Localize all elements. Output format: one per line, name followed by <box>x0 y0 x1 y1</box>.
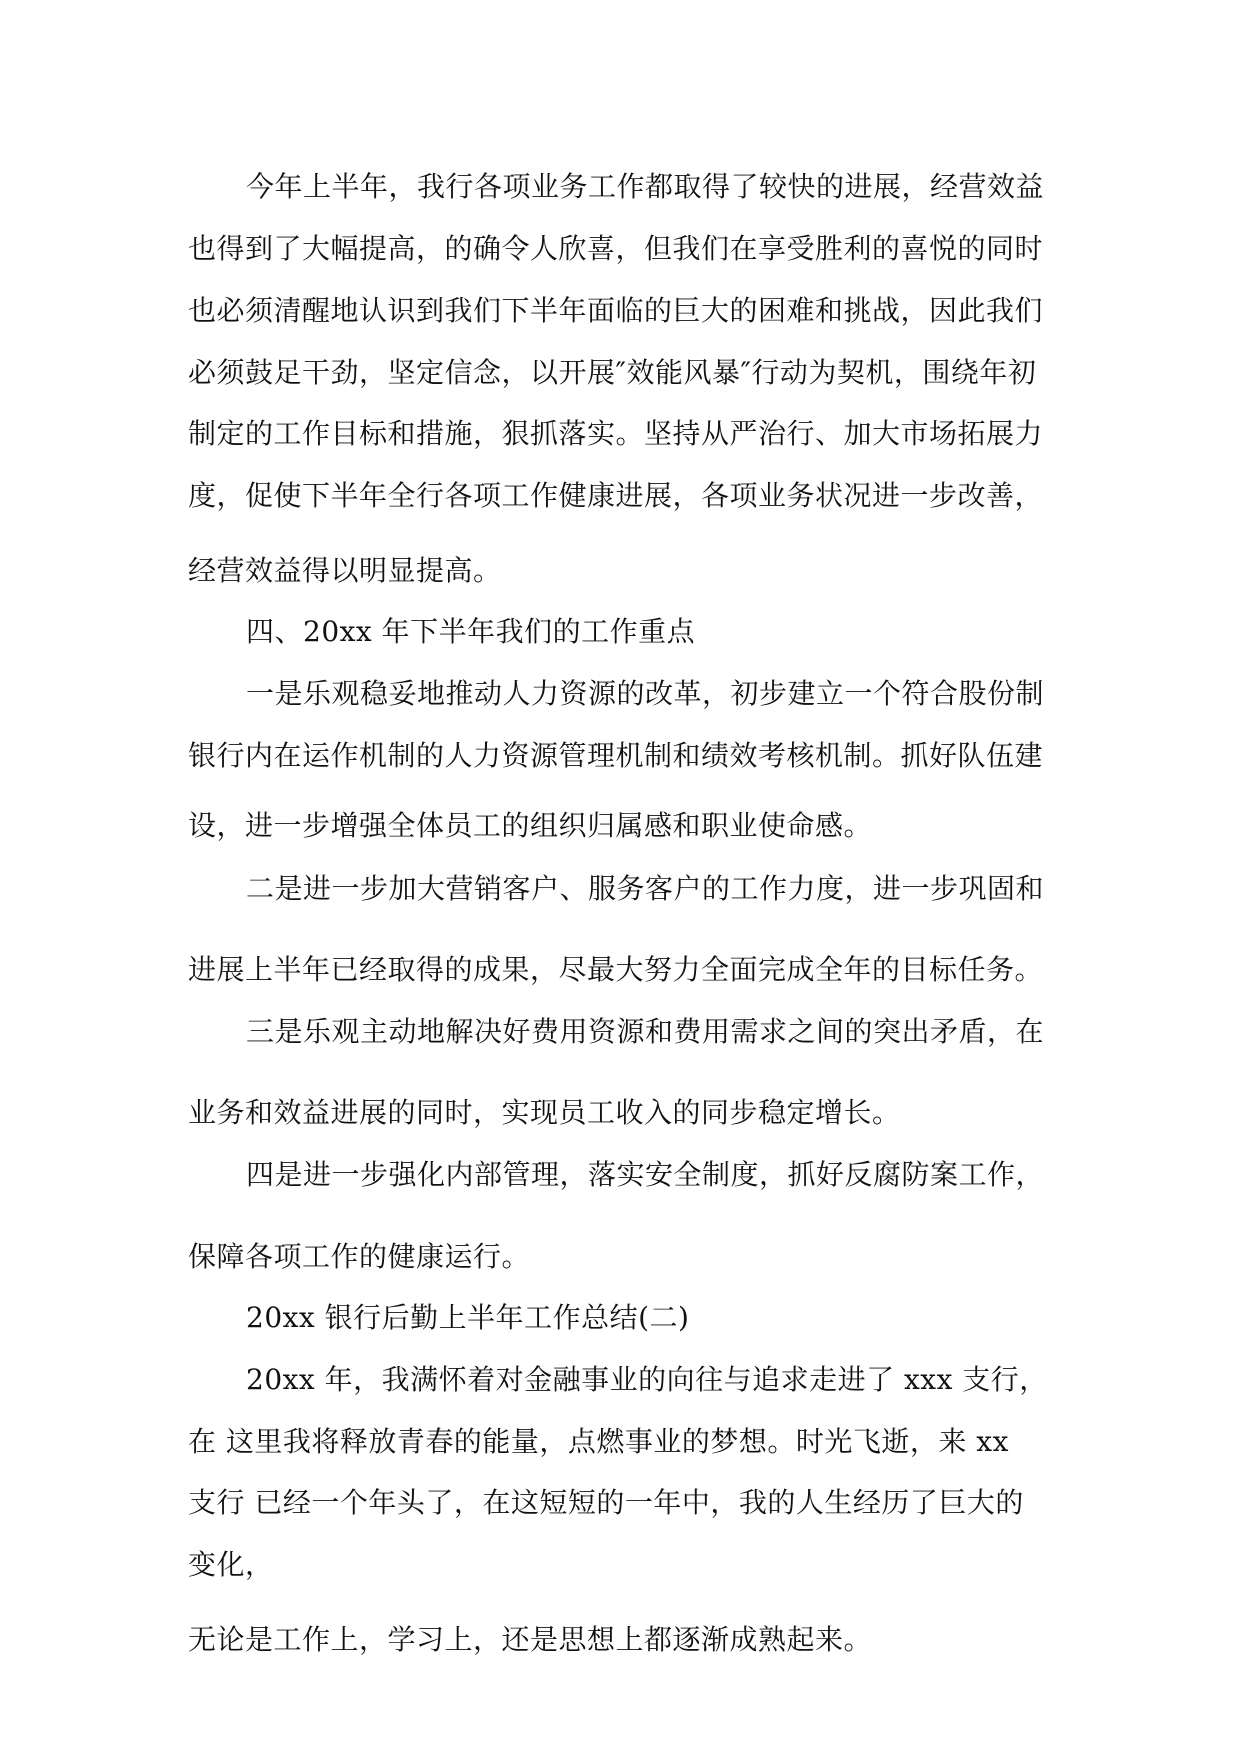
paragraph-line: 进展上半年已经取得的成果，尽最大努力全面完成全年的目标任务。 <box>188 953 1044 986</box>
paragraph-line: 银行内在运作机制的人力资源管理机制和绩效考核机制。抓好队伍建 <box>188 739 1044 772</box>
paragraph-line: 在 这里我将释放青春的能量，点燃事业的梦想。时光飞逝，来 xx <box>188 1425 1009 1458</box>
paragraph-line: 制定的工作目标和措施，狠抓落实。坚持从严治行、加大市场拓展力 <box>188 417 1044 450</box>
paragraph-line: 保障各项工作的健康运行。 <box>188 1240 531 1273</box>
section-heading: 四、20xx 年下半年我们的工作重点 <box>246 615 696 648</box>
paragraph-line: 也必须清醒地认识到我们下半年面临的巨大的困难和挑战，因此我们 <box>188 294 1044 327</box>
paragraph-line: 一是乐观稳妥地推动人力资源的改革，初步建立一个符合股份制 <box>246 677 1045 710</box>
paragraph-line: 必须鼓足干劲，坚定信念，以开展″效能风暴″行动为契机，围绕年初 <box>188 356 1037 389</box>
paragraph-line: 也得到了大幅提高，的确令人欣喜，但我们在享受胜利的喜悦的同时 <box>188 232 1044 265</box>
paragraph-line: 无论是工作上，学习上，还是思想上都逐渐成熟起来。 <box>188 1623 873 1656</box>
section-heading: 20xx 银行后勤上半年工作总结(二) <box>246 1301 690 1334</box>
paragraph-line: 今年上半年，我行各项业务工作都取得了较快的进展，经营效益 <box>246 170 1045 203</box>
paragraph-line: 支行 已经一个年头了，在这短短的一年中，我的人生经历了巨大的 <box>188 1486 1024 1519</box>
paragraph-line: 四是进一步强化内部管理，落实安全制度，抓好反腐防案工作， <box>246 1158 1045 1191</box>
paragraph-line: 设，进一步增强全体员工的组织归属感和职业使命感。 <box>188 809 873 842</box>
paragraph-line: 业务和效益进展的同时，实现员工收入的同步稳定增长。 <box>188 1096 901 1129</box>
paragraph-line: 三是乐观主动地解决好费用资源和费用需求之间的突出矛盾，在 <box>246 1015 1045 1048</box>
paragraph-line: 变化， <box>188 1548 274 1581</box>
paragraph-line: 经营效益得以明显提高。 <box>188 554 502 587</box>
paragraph-line: 二是进一步加大营销客户、服务客户的工作力度，进一步巩固和 <box>246 872 1045 905</box>
paragraph-line: 度，促使下半年全行各项工作健康进展，各项业务状况进一步改善， <box>188 479 1044 512</box>
paragraph-line: 20xx 年，我满怀着对金融事业的向往与追求走进了 xxx 支行， <box>246 1363 1048 1396</box>
